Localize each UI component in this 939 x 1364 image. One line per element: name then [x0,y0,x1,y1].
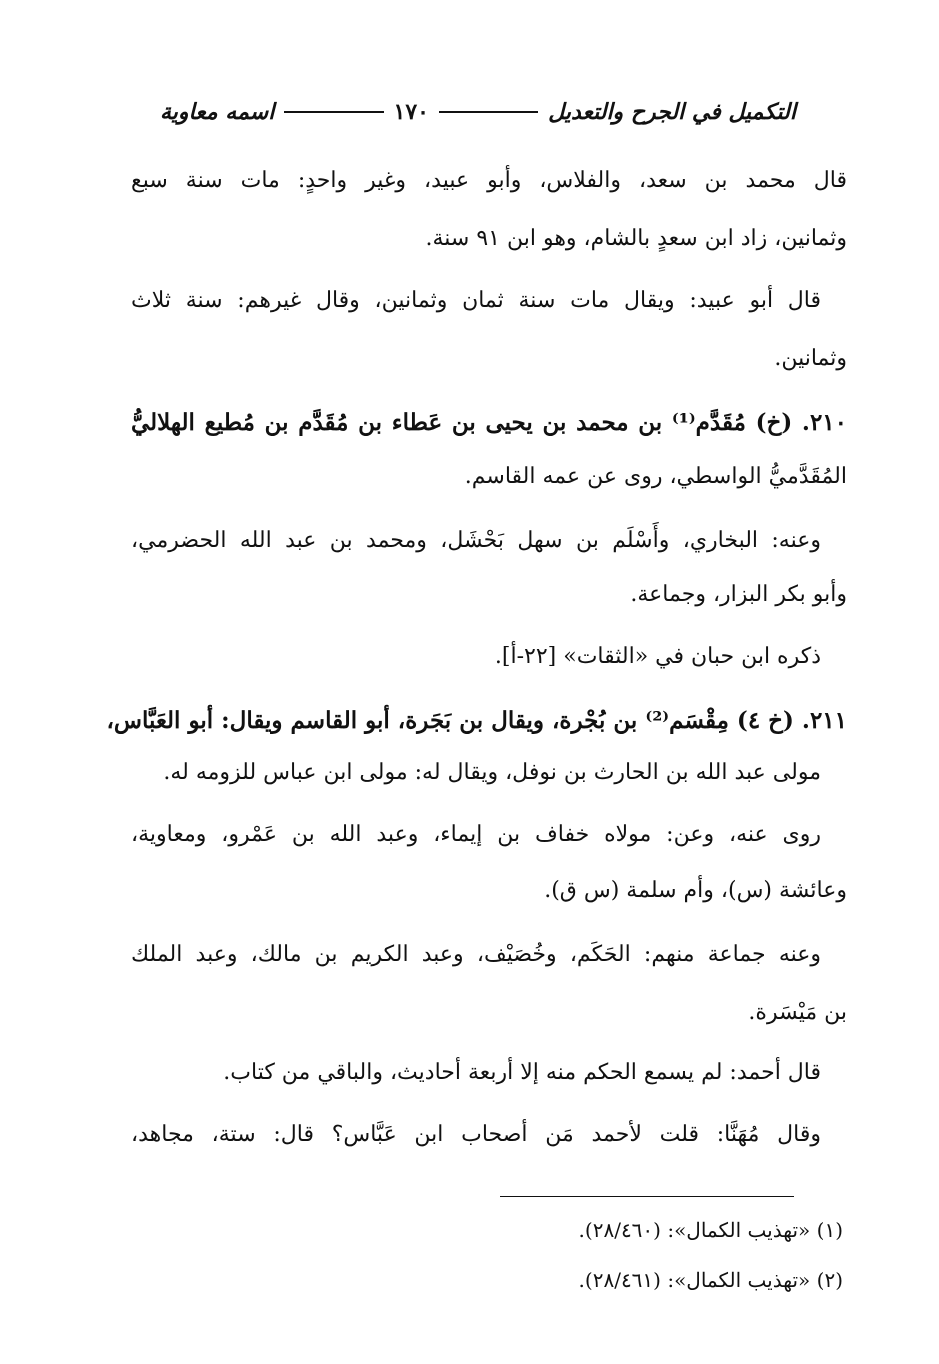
text-line: وقال مُهَنَّا: قلت لأحمد مَن أصحاب ابن عَبَّاس؟ قال: ستة، مجاهد، [131,1122,821,1147]
text-line: وثمانين. [774,346,847,371]
entry-heading-211: ٢١١. (خ ٤) مِقْسَم⁽²⁾ بن بُجْرة، ويقال بن بَجَرة، أبو القاسم ويقال: أبو العَبَّاس، [106,707,847,734]
text-line: بن مَيْسَرة. [748,1000,847,1025]
header-rule [439,111,538,113]
text-line: قال أبو عبيد: ويقال مات سنة ثمان وثمانين، وقال غيرهم: سنة ثلاث [131,288,821,313]
entry-heading-210: ٢١٠. (خ) مُقَدَّم⁽¹⁾ بن محمد بن يحيى بن عَطاء بن مُقَدَّم بن مُطيع الهلاليُّ [131,409,847,436]
page-number: ١٧٠ [393,99,429,125]
text-line: وعنه جماعة منهم: الحَكَم، وخُصَيْف، وعبد الكريم بن مالك، وعبد الملك [131,942,821,967]
section-name: اسمه معاوية [159,99,275,125]
text-line: مولى عبد الله بن الحارث بن نوفل، ويقال له: مولى ابن عباس للزومه له. [163,760,821,785]
footnote: (٢) «تهذيب الكمال»: (٢٨/٤٦١). [578,1268,843,1292]
text-line: وثمانين، زاد ابن سعدٍ بالشام، وهو ابن ٩١ سنة. [425,226,847,251]
book-title: التكميل في الجرح والتعديل [548,99,796,125]
footnote: (١) «تهذيب الكمال»: (٢٨/٤٦٠). [578,1218,843,1242]
footnote-separator [500,1196,794,1197]
text-line: وأبو بكر البزار، وجماعة. [630,582,847,607]
text-line: وعنه: البخاري، وأَسْلَم بن سهل بَحْشَل، ومحمد بن عبد الله الحضرمي، [131,528,821,553]
text-line: قال أحمد: لم يسمع الحكم منه إلا أربعة أحاديث، والباقي من كتاب. [223,1060,821,1085]
running-header [160,92,796,132]
text-line: روى عنه، وعن: مولاه خفاف بن إيماء، وعبد الله بن عَمْرو، ومعاوية، [131,822,821,847]
text-line: المُقَدَّميُّ الواسطي، روى عن عمه القاسم. [464,464,847,489]
text-line: ذكره ابن حبان في «الثقات» [٢٢-أ]. [494,644,821,669]
text-line: قال محمد بن سعد، والفلاس، وأبو عبيد، وغير واحدٍ: مات سنة سبع [131,168,847,193]
header-rule [284,111,383,113]
text-line: وعائشة (س)، وأم سلمة (س ق). [544,878,847,903]
